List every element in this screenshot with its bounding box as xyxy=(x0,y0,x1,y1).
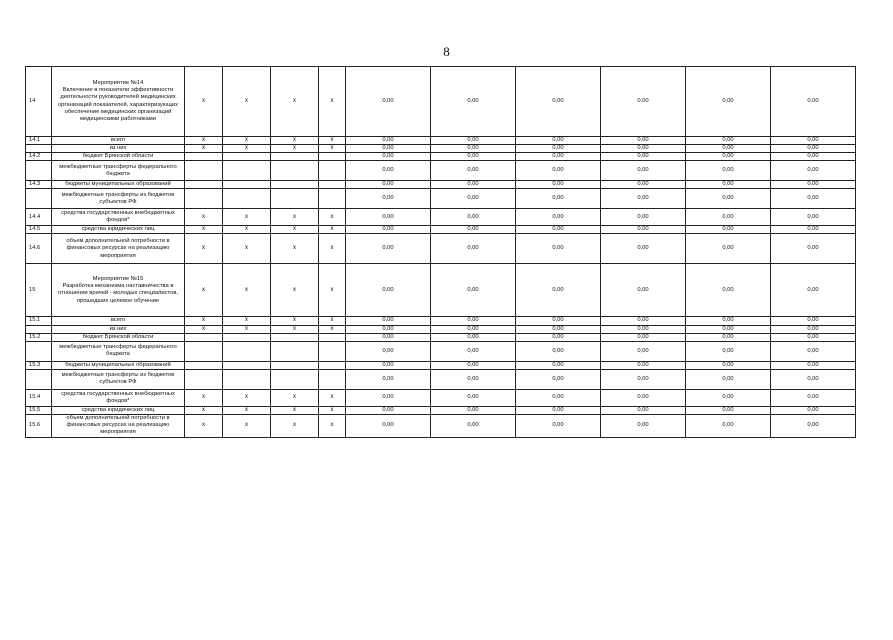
mark-cell: x xyxy=(223,406,271,414)
row-number-cell: 14.3 xyxy=(26,181,52,189)
value-cell: 0,00 xyxy=(771,369,856,389)
value-cell: 0,00 xyxy=(346,361,431,369)
mark-cell xyxy=(185,181,223,189)
row-name-cell: объем дополнительной потребности в финансовых ресурсах на реализацию мероприятия xyxy=(52,414,185,437)
page-number: 8 xyxy=(443,44,450,59)
mark-cell: x xyxy=(271,209,319,226)
table-row xyxy=(26,153,856,161)
mark-cell: x xyxy=(271,406,319,414)
mark-cell xyxy=(223,161,271,181)
mark-cell: x xyxy=(319,234,346,264)
mark-cell: x xyxy=(271,67,319,137)
value-cell: 0,00 xyxy=(771,161,856,181)
mark-cell: x xyxy=(185,137,223,145)
row-number-cell: 14.2 xyxy=(26,153,52,161)
table-row xyxy=(26,181,856,189)
mark-cell: x xyxy=(185,67,223,137)
value-cell: 0,00 xyxy=(686,361,771,369)
table-row xyxy=(26,137,856,145)
mark-cell: x xyxy=(271,317,319,325)
value-cell: 0,00 xyxy=(346,333,431,341)
mark-cell: x xyxy=(271,389,319,406)
value-cell: 0,00 xyxy=(686,189,771,209)
mark-cell xyxy=(271,333,319,341)
value-cell: 0,00 xyxy=(771,189,856,209)
value-cell: 0,00 xyxy=(771,325,856,333)
value-cell: 0,00 xyxy=(346,325,431,333)
value-cell: 0,00 xyxy=(346,389,431,406)
row-name-cell: средства юридических лиц xyxy=(52,406,185,414)
mark-cell: x xyxy=(319,145,346,153)
value-cell: 0,00 xyxy=(516,189,601,209)
value-cell: 0,00 xyxy=(516,414,601,437)
value-cell: 0,00 xyxy=(516,389,601,406)
row-name-cell: бюджеты муниципальных образований xyxy=(52,181,185,189)
mark-cell: x xyxy=(319,389,346,406)
value-cell: 0,00 xyxy=(431,145,516,153)
value-cell: 0,00 xyxy=(601,161,686,181)
row-name-cell: средства государственных внебюджетных фондов* xyxy=(52,209,185,226)
value-cell: 0,00 xyxy=(686,369,771,389)
value-cell: 0,00 xyxy=(431,361,516,369)
value-cell: 0,00 xyxy=(516,333,601,341)
mark-cell: x xyxy=(319,137,346,145)
table-row xyxy=(26,189,856,209)
value-cell: 0,00 xyxy=(771,389,856,406)
value-cell: 0,00 xyxy=(601,264,686,317)
mark-cell xyxy=(319,333,346,341)
mark-cell: x xyxy=(223,325,271,333)
value-cell: 0,00 xyxy=(431,161,516,181)
value-cell: 0,00 xyxy=(431,341,516,361)
row-number-cell: 15.2 xyxy=(26,333,52,341)
row-number-cell xyxy=(26,189,52,209)
row-name-cell: из них xyxy=(52,325,185,333)
value-cell: 0,00 xyxy=(516,161,601,181)
value-cell: 0,00 xyxy=(601,145,686,153)
value-cell: 0,00 xyxy=(346,317,431,325)
value-cell: 0,00 xyxy=(516,361,601,369)
table-row xyxy=(26,264,856,317)
value-cell: 0,00 xyxy=(516,264,601,317)
value-cell: 0,00 xyxy=(516,145,601,153)
table-row xyxy=(26,389,856,406)
value-cell: 0,00 xyxy=(771,145,856,153)
mark-cell: x xyxy=(185,145,223,153)
mark-cell: x xyxy=(185,389,223,406)
value-cell: 0,00 xyxy=(771,137,856,145)
row-number-cell: 14.4 xyxy=(26,209,52,226)
value-cell: 0,00 xyxy=(346,189,431,209)
mark-cell: x xyxy=(271,137,319,145)
mark-cell: x xyxy=(223,317,271,325)
value-cell: 0,00 xyxy=(516,341,601,361)
value-cell: 0,00 xyxy=(431,325,516,333)
mark-cell: x xyxy=(185,325,223,333)
value-cell: 0,00 xyxy=(601,341,686,361)
mark-cell: x xyxy=(319,264,346,317)
mark-cell xyxy=(223,361,271,369)
mark-cell: x xyxy=(185,414,223,437)
table-row xyxy=(26,361,856,369)
value-cell: 0,00 xyxy=(601,317,686,325)
value-cell: 0,00 xyxy=(771,67,856,137)
row-name-cell: из них xyxy=(52,145,185,153)
row-number-cell: 15.1 xyxy=(26,317,52,325)
value-cell: 0,00 xyxy=(346,209,431,226)
mark-cell xyxy=(185,369,223,389)
mark-cell xyxy=(223,189,271,209)
mark-cell xyxy=(223,333,271,341)
value-cell: 0,00 xyxy=(771,181,856,189)
value-cell: 0,00 xyxy=(431,226,516,234)
value-cell: 0,00 xyxy=(346,161,431,181)
value-cell: 0,00 xyxy=(771,209,856,226)
value-cell: 0,00 xyxy=(601,325,686,333)
value-cell: 0,00 xyxy=(346,264,431,317)
value-cell: 0,00 xyxy=(601,414,686,437)
value-cell: 0,00 xyxy=(346,369,431,389)
value-cell: 0,00 xyxy=(771,406,856,414)
value-cell: 0,00 xyxy=(516,137,601,145)
mark-cell: x xyxy=(319,317,346,325)
mark-cell xyxy=(271,153,319,161)
mark-cell xyxy=(271,189,319,209)
value-cell: 0,00 xyxy=(431,369,516,389)
row-number-cell: 15.4 xyxy=(26,389,52,406)
mark-cell: x xyxy=(271,234,319,264)
row-name-cell: межбюджетные трансферты из бюджетов субъектов РФ xyxy=(52,189,185,209)
mark-cell xyxy=(271,181,319,189)
value-cell: 0,00 xyxy=(686,226,771,234)
row-number-cell xyxy=(26,341,52,361)
mark-cell: x xyxy=(223,264,271,317)
row-name-cell: всего xyxy=(52,137,185,145)
table-row xyxy=(26,161,856,181)
mark-cell: x xyxy=(223,137,271,145)
mark-cell: x xyxy=(185,317,223,325)
mark-cell: x xyxy=(271,414,319,437)
value-cell: 0,00 xyxy=(601,153,686,161)
row-name-cell: межбюджетные трансферты федерального бюджета xyxy=(52,161,185,181)
row-number-cell xyxy=(26,325,52,333)
value-cell: 0,00 xyxy=(601,189,686,209)
value-cell: 0,00 xyxy=(431,189,516,209)
table-row xyxy=(26,414,856,437)
mark-cell: x xyxy=(185,234,223,264)
mark-cell xyxy=(223,153,271,161)
value-cell: 0,00 xyxy=(686,209,771,226)
mark-cell: x xyxy=(185,209,223,226)
value-cell: 0,00 xyxy=(601,181,686,189)
mark-cell: x xyxy=(223,145,271,153)
value-cell: 0,00 xyxy=(601,406,686,414)
value-cell: 0,00 xyxy=(771,153,856,161)
value-cell: 0,00 xyxy=(601,361,686,369)
row-number-cell xyxy=(26,161,52,181)
value-cell: 0,00 xyxy=(346,341,431,361)
mark-cell xyxy=(185,161,223,181)
value-cell: 0,00 xyxy=(771,317,856,325)
value-cell: 0,00 xyxy=(601,369,686,389)
value-cell: 0,00 xyxy=(431,67,516,137)
value-cell: 0,00 xyxy=(431,406,516,414)
mark-cell: x xyxy=(223,234,271,264)
mark-cell xyxy=(319,161,346,181)
mark-cell: x xyxy=(185,406,223,414)
value-cell: 0,00 xyxy=(771,234,856,264)
mark-cell: x xyxy=(223,67,271,137)
value-cell: 0,00 xyxy=(771,264,856,317)
table-row xyxy=(26,325,856,333)
row-number-cell: 15.3 xyxy=(26,361,52,369)
row-name-cell: средства юридических лиц xyxy=(52,226,185,234)
mark-cell: x xyxy=(223,226,271,234)
row-name-cell: объем дополнительной потребности в финансовых ресурсах на реализацию мероприятия xyxy=(52,234,185,264)
mark-cell xyxy=(319,189,346,209)
value-cell: 0,00 xyxy=(686,414,771,437)
mark-cell xyxy=(185,189,223,209)
row-number-cell: 15 xyxy=(26,264,52,317)
value-cell: 0,00 xyxy=(431,209,516,226)
mark-cell: x xyxy=(223,389,271,406)
row-name-cell: межбюджетные трансферты федерального бюджета xyxy=(52,341,185,361)
value-cell: 0,00 xyxy=(686,341,771,361)
value-cell: 0,00 xyxy=(516,67,601,137)
value-cell: 0,00 xyxy=(346,145,431,153)
value-cell: 0,00 xyxy=(771,414,856,437)
value-cell: 0,00 xyxy=(601,234,686,264)
mark-cell: x xyxy=(271,264,319,317)
value-cell: 0,00 xyxy=(431,181,516,189)
value-cell: 0,00 xyxy=(431,389,516,406)
value-cell: 0,00 xyxy=(431,153,516,161)
row-number-cell xyxy=(26,369,52,389)
value-cell: 0,00 xyxy=(686,389,771,406)
row-number-cell: 14.5 xyxy=(26,226,52,234)
mark-cell: x xyxy=(271,226,319,234)
mark-cell: x xyxy=(319,226,346,234)
row-name-cell: Мероприятие №15 Разработка механизма наставничества в отношении врачей - молодых специалистов, прошедших целевое обучение xyxy=(52,264,185,317)
mark-cell xyxy=(319,341,346,361)
row-name-cell: бюджет Брянской области xyxy=(52,333,185,341)
mark-cell: x xyxy=(319,414,346,437)
mark-cell xyxy=(271,361,319,369)
table-row xyxy=(26,67,856,137)
value-cell: 0,00 xyxy=(516,226,601,234)
value-cell: 0,00 xyxy=(431,414,516,437)
row-number-cell xyxy=(26,145,52,153)
value-cell: 0,00 xyxy=(516,209,601,226)
table-row xyxy=(26,317,856,325)
value-cell: 0,00 xyxy=(686,145,771,153)
row-number-cell: 15.6 xyxy=(26,414,52,437)
value-cell: 0,00 xyxy=(346,137,431,145)
table-row xyxy=(26,226,856,234)
value-cell: 0,00 xyxy=(601,389,686,406)
value-cell: 0,00 xyxy=(516,406,601,414)
row-name-cell: бюджеты муниципальных образований xyxy=(52,361,185,369)
row-name-cell: межбюджетные трансферты из бюджетов субъектов РФ xyxy=(52,369,185,389)
value-cell: 0,00 xyxy=(516,325,601,333)
mark-cell: x xyxy=(223,209,271,226)
value-cell: 0,00 xyxy=(601,209,686,226)
mark-cell: x xyxy=(319,325,346,333)
value-cell: 0,00 xyxy=(431,333,516,341)
table-row xyxy=(26,369,856,389)
value-cell: 0,00 xyxy=(346,181,431,189)
mark-cell: x xyxy=(319,209,346,226)
mark-cell xyxy=(319,369,346,389)
mark-cell xyxy=(319,153,346,161)
value-cell: 0,00 xyxy=(516,317,601,325)
mark-cell: x xyxy=(319,67,346,137)
value-cell: 0,00 xyxy=(431,264,516,317)
value-cell: 0,00 xyxy=(686,137,771,145)
mark-cell xyxy=(271,369,319,389)
table-row xyxy=(26,341,856,361)
mark-cell: x xyxy=(185,264,223,317)
mark-cell: x xyxy=(185,226,223,234)
mark-cell xyxy=(223,341,271,361)
mark-cell: x xyxy=(223,414,271,437)
value-cell: 0,00 xyxy=(686,161,771,181)
value-cell: 0,00 xyxy=(771,333,856,341)
value-cell: 0,00 xyxy=(346,226,431,234)
value-cell: 0,00 xyxy=(686,264,771,317)
row-number-cell: 14 xyxy=(26,67,52,137)
value-cell: 0,00 xyxy=(601,67,686,137)
mark-cell: x xyxy=(271,325,319,333)
value-cell: 0,00 xyxy=(431,137,516,145)
mark-cell xyxy=(223,369,271,389)
mark-cell xyxy=(271,161,319,181)
value-cell: 0,00 xyxy=(516,181,601,189)
mark-cell xyxy=(319,361,346,369)
table-row xyxy=(26,406,856,414)
mark-cell: x xyxy=(271,145,319,153)
value-cell: 0,00 xyxy=(516,153,601,161)
value-cell: 0,00 xyxy=(346,153,431,161)
mark-cell xyxy=(271,341,319,361)
value-cell: 0,00 xyxy=(771,361,856,369)
value-cell: 0,00 xyxy=(686,67,771,137)
value-cell: 0,00 xyxy=(686,325,771,333)
value-cell: 0,00 xyxy=(516,234,601,264)
value-cell: 0,00 xyxy=(601,333,686,341)
row-name-cell: бюджет Брянской области xyxy=(52,153,185,161)
budget-table xyxy=(25,66,856,438)
row-number-cell: 14.1 xyxy=(26,137,52,145)
value-cell: 0,00 xyxy=(346,414,431,437)
value-cell: 0,00 xyxy=(346,406,431,414)
mark-cell xyxy=(319,181,346,189)
row-number-cell: 14.6 xyxy=(26,234,52,264)
table-row xyxy=(26,209,856,226)
mark-cell xyxy=(185,341,223,361)
table-row xyxy=(26,145,856,153)
value-cell: 0,00 xyxy=(601,137,686,145)
mark-cell xyxy=(185,361,223,369)
value-cell: 0,00 xyxy=(686,406,771,414)
value-cell: 0,00 xyxy=(686,234,771,264)
table-row xyxy=(26,234,856,264)
row-name-cell: Мероприятие №14 Включение в показатели эффективности деятельности руководителей медицинских организаций показателей, характеризующих обеспечение медицинских организаций медицинскими работниками xyxy=(52,67,185,137)
value-cell: 0,00 xyxy=(346,234,431,264)
value-cell: 0,00 xyxy=(771,341,856,361)
mark-cell xyxy=(185,153,223,161)
row-number-cell: 15.5 xyxy=(26,406,52,414)
value-cell: 0,00 xyxy=(686,153,771,161)
value-cell: 0,00 xyxy=(686,333,771,341)
value-cell: 0,00 xyxy=(431,317,516,325)
value-cell: 0,00 xyxy=(431,234,516,264)
value-cell: 0,00 xyxy=(601,226,686,234)
value-cell: 0,00 xyxy=(771,226,856,234)
row-name-cell: всего xyxy=(52,317,185,325)
value-cell: 0,00 xyxy=(686,317,771,325)
value-cell: 0,00 xyxy=(516,369,601,389)
mark-cell: x xyxy=(319,406,346,414)
mark-cell xyxy=(223,181,271,189)
row-name-cell: средства государственных внебюджетных фондов* xyxy=(52,389,185,406)
mark-cell xyxy=(185,333,223,341)
value-cell: 0,00 xyxy=(346,67,431,137)
table-row xyxy=(26,333,856,341)
value-cell: 0,00 xyxy=(686,181,771,189)
